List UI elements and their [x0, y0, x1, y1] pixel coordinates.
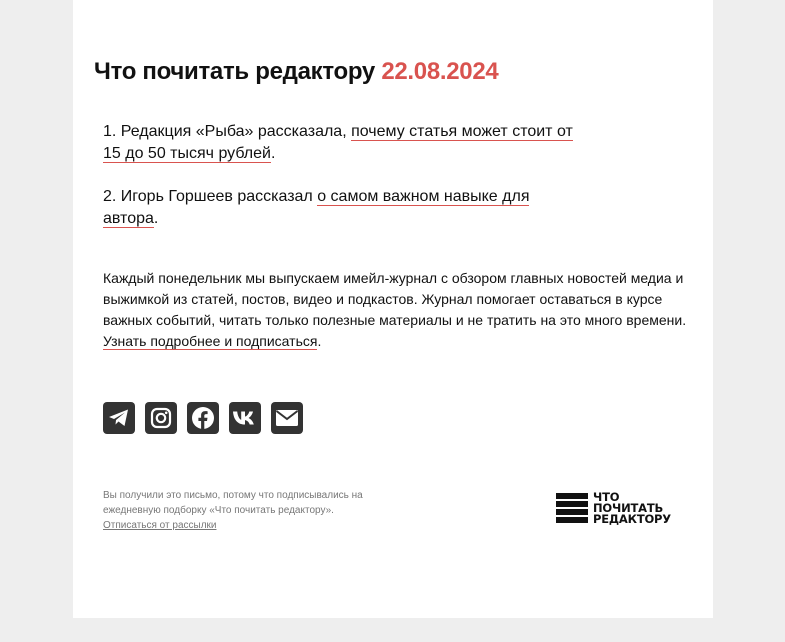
- list-item: [103, 186, 583, 230]
- email-card: [73, 0, 713, 618]
- logo-line: РЕДАКТОРУ: [593, 512, 671, 526]
- article-link[interactable]: почему статья может стоит от 15 до 50 тысяч рублей: [103, 123, 573, 162]
- logo-mark: [556, 492, 588, 523]
- about-suffix: .: [317, 333, 322, 349]
- issue-date: 22.08.2024: [381, 58, 499, 85]
- footer-note: [103, 488, 403, 533]
- telegram-icon[interactable]: [103, 402, 135, 434]
- article-link[interactable]: о самом важном навыке для автора: [103, 188, 530, 227]
- logo-text: [593, 492, 671, 525]
- footer-text: Вы получили это письмо, потому что подписывались на ежедневную подборку «Что почитать редактору».: [103, 490, 363, 516]
- about-text: Каждый понедельник мы выпускаем имейл-журнал с обзором главных новостей медиа и выжимкой из статей, постов, видео и подкастов. Журнал помогает оставаться в курсе важных событий, читать только полезные материалы и не тратить на это много времени.: [103, 270, 687, 328]
- logo-line: ЧТО: [593, 490, 620, 504]
- article-list: [103, 121, 583, 251]
- vk-icon[interactable]: [229, 402, 261, 434]
- subscribe-link[interactable]: Узнать подробнее и подписаться: [103, 333, 318, 349]
- item-suffix: .: [270, 145, 276, 162]
- facebook-icon[interactable]: [187, 402, 219, 434]
- unsubscribe-link[interactable]: Отписаться от рассылки: [103, 520, 217, 531]
- title-text: Что почитать редактору: [94, 58, 375, 85]
- item-text: 1. Редакция «Рыба» рассказала,: [103, 123, 352, 140]
- social-links: [103, 402, 303, 434]
- item-text: 2. Игорь Горшеев рассказал: [103, 188, 318, 205]
- logo-line: ПОЧИТАТЬ: [593, 501, 664, 515]
- item-suffix: .: [153, 210, 159, 227]
- list-item: [103, 121, 583, 165]
- brand-logo: [556, 492, 671, 525]
- page-title: [94, 58, 498, 86]
- instagram-icon[interactable]: [145, 402, 177, 434]
- email-icon[interactable]: [271, 402, 303, 434]
- about-paragraph: [103, 268, 693, 352]
